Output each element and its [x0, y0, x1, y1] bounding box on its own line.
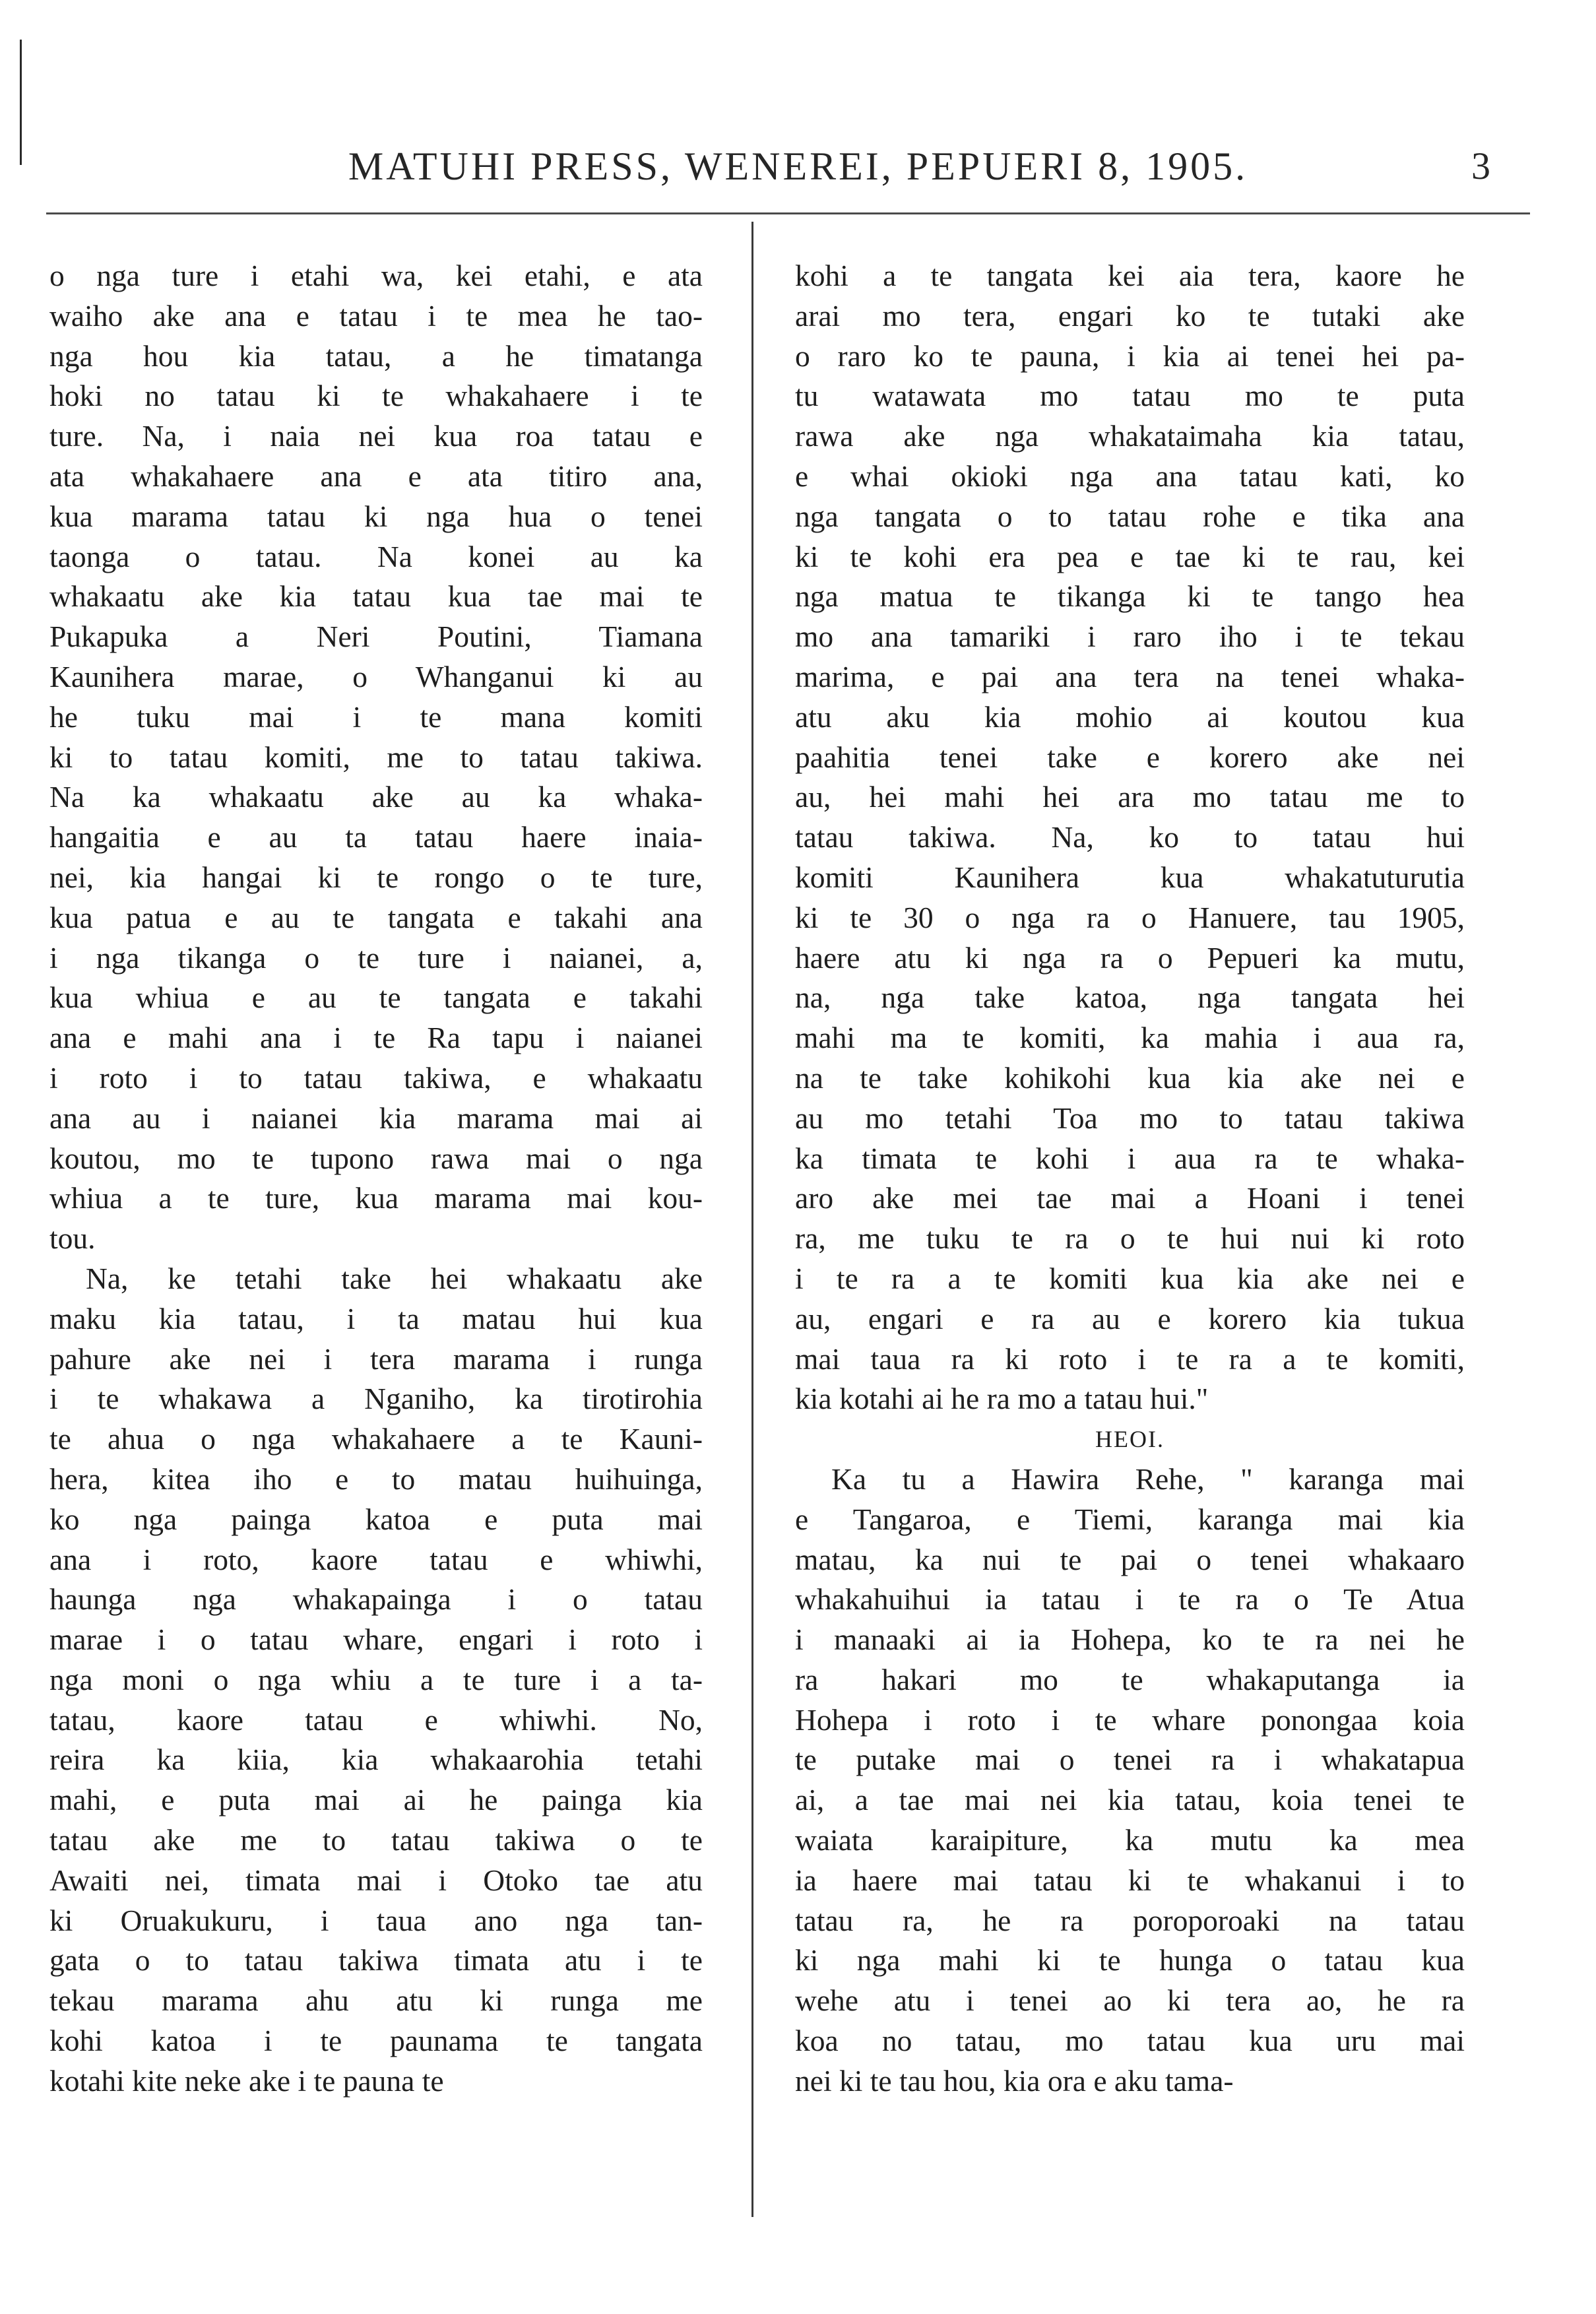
text-line: ki Oruakukuru, i taua ano nga tan-	[49, 1903, 703, 1937]
text-line: e whai okioki nga ana tatau kati, ko	[795, 459, 1465, 493]
text-line: kua patua e au te tangata e takahi ana	[49, 900, 703, 934]
text-line: whakahuihui ia tatau i te ra o Te Atua	[795, 1582, 1465, 1617]
text-line: o nga ture i etahi wa, kei etahi, e ata	[49, 259, 703, 292]
text-line: haunga nga whakapainga i o tatau	[49, 1582, 703, 1617]
column-divider	[751, 222, 753, 2217]
text-line: ki te 30 o nga ra o Hanuere, tau 1905,	[795, 900, 1465, 934]
text-line: tu watawata mo tatau mo te puta	[795, 379, 1465, 413]
text-line: Na ka whakaatu ake au ka whaka-	[49, 780, 703, 814]
text-line: aro ake mei tae mai a Hoani i tenei	[795, 1181, 1465, 1215]
text-line: nga hou kia tatau, a he timatanga	[49, 338, 703, 373]
text-line: na te take kohikohi kua kia ake nei e	[795, 1060, 1465, 1095]
text-line: au, engari e ra au e korero kia tukua	[795, 1301, 1465, 1335]
text-line: tekau marama ahu atu ki runga me	[49, 1983, 703, 2018]
text-line: te ahua o nga whakahaere a te Kauni-	[49, 1422, 703, 1456]
text-line: nga matua te tikanga ki te tango hea	[795, 579, 1465, 614]
text-line: mahi ma te komiti, ka mahia i aua ra,	[795, 1021, 1465, 1055]
text-line: HEOI.	[1095, 1426, 1165, 1453]
text-line: tatau, kaore tatau e whiwhi. No,	[49, 1702, 703, 1737]
text-line: ture. Na, i naia nei kua roa tatau e	[49, 419, 703, 453]
text-line: maku kia tatau, i ta matau hui kua	[49, 1301, 703, 1335]
text-line: e Tangaroa, e Tiemi, karanga mai kia	[795, 1502, 1465, 1536]
text-line: komiti Kaunihera kua whakatuturutia	[795, 860, 1465, 894]
text-line: kotahi kite neke ake i te pauna te	[49, 2063, 444, 2098]
text-line: Pukapuka a Neri Poutini, Tiamana	[49, 620, 703, 654]
text-line: mai taua ra ki roto i te ra a te komiti,	[795, 1341, 1465, 1376]
header-rule	[46, 212, 1530, 214]
text-line: mahi, e puta mai ai he painga kia	[49, 1783, 703, 1817]
text-line: kia kotahi ai he ra mo a tatau hui."	[795, 1382, 1209, 1416]
text-line: hera, kitea iho e to matau huihuinga,	[49, 1462, 703, 1496]
text-line: Ka tu a Hawira Rehe, " karanga mai	[831, 1462, 1465, 1496]
text-line: ra hakari mo te whakaputanga ia	[795, 1662, 1465, 1696]
text-line: waiho ake ana e tatau i te mea he tao-	[49, 298, 703, 333]
text-line: ra, me tuku te ra o te hui nui ki roto	[795, 1221, 1465, 1256]
text-line: nga tangata o to tatau rohe e tika ana	[795, 499, 1465, 533]
text-line: ia haere mai tatau ki te whakanui i to	[795, 1863, 1465, 1897]
text-line: nga moni o nga whiu a te ture i a ta-	[49, 1662, 703, 1696]
text-line: tatau ra, he ra poroporoaki na tatau	[795, 1903, 1465, 1937]
text-line: kohi a te tangata kei aia tera, kaore he	[795, 259, 1465, 292]
text-line: nei ki te tau hou, kia ora e aku tama-	[795, 2063, 1234, 2098]
text-line: ki nga mahi ki te hunga o tatau kua	[795, 1943, 1465, 1977]
text-line: kua marama tatau ki nga hua o tenei	[49, 499, 703, 533]
text-line: nei, kia hangai ki te rongo o te ture,	[49, 860, 703, 894]
text-line: arai mo tera, engari ko te tutaki ake	[795, 298, 1465, 333]
text-line: i te whakawa a Nganiho, ka tirotirohia	[49, 1382, 703, 1416]
text-line: Na, ke tetahi take hei whakaatu ake	[86, 1261, 703, 1295]
text-line: whakaatu ake kia tatau kua tae mai te	[49, 579, 703, 614]
text-line: taonga o tatau. Na konei au ka	[49, 539, 703, 573]
text-line: i roto i to tatau takiwa, e whakaatu	[49, 1060, 703, 1095]
text-line: Awaiti nei, timata mai i Otoko tae atu	[49, 1863, 703, 1897]
text-line: gata o to tatau takiwa timata atu i te	[49, 1943, 703, 1977]
right-column	[795, 256, 1465, 2102]
text-line: kohi katoa i te paunama te tangata	[49, 2024, 703, 2058]
text-line: koa no tatau, mo tatau kua uru mai	[795, 2024, 1465, 2058]
text-line: marae i o tatau whare, engari i roto i	[49, 1623, 703, 1657]
text-line: haere atu ki nga ra o Pepueri ka mutu,	[795, 940, 1465, 975]
text-line: tou.	[49, 1221, 96, 1256]
text-line: tatau ake me to tatau takiwa o te	[49, 1823, 703, 1857]
text-line: ki to tatau komiti, me to tatau takiwa.	[49, 740, 703, 774]
text-line: hoki no tatau ki te whakahaere i te	[49, 379, 703, 413]
text-line: hangaitia e au ta tatau haere inaia-	[49, 820, 703, 854]
text-line: i manaaki ai ia Hohepa, ko te ra nei he	[795, 1623, 1465, 1657]
text-line: ko nga painga katoa e puta mai	[49, 1502, 703, 1536]
text-line: atu aku kia mohio ai koutou kua	[795, 699, 1465, 734]
text-line: au, hei mahi hei ara mo tatau me to	[795, 780, 1465, 814]
text-line: pahure ake nei i tera marama i runga	[49, 1341, 703, 1376]
text-line: au mo tetahi Toa mo to tatau takiwa	[795, 1101, 1465, 1135]
text-line: reira ka kiia, kia whakaarohia tetahi	[49, 1743, 703, 1777]
text-line: i te ra a te komiti kua kia ake nei e	[795, 1261, 1465, 1295]
text-line: matau, ka nui te pai o tenei whakaaro	[795, 1542, 1465, 1576]
newspaper-title: MATUHI PRESS, WENEREI, PEPUERI 8, 1905.	[348, 145, 1248, 188]
text-line: ata whakahaere ana e ata titiro ana,	[49, 459, 703, 493]
text-line: ai, a tae mai nei kia tatau, koia tenei te	[795, 1783, 1465, 1817]
text-line: he tuku mai i te mana komiti	[49, 699, 703, 734]
text-line: o raro ko te pauna, i kia ai tenei hei pa-	[795, 338, 1465, 373]
text-line: waiata karaipiture, ka mutu ka mea	[795, 1823, 1465, 1857]
text-line: ka timata te kohi i aua ra te whaka-	[795, 1141, 1465, 1175]
text-line: wehe atu i tenei ao ki tera ao, he ra	[795, 1983, 1465, 2018]
margin-mark	[20, 40, 22, 165]
text-line: Kaunihera marae, o Whanganui ki au	[49, 659, 703, 693]
page-header	[53, 144, 1543, 210]
text-line: mo ana tamariki i raro iho i te tekau	[795, 620, 1465, 654]
text-line: na, nga take katoa, nga tangata hei	[795, 980, 1465, 1015]
text-line: koutou, mo te tupono rawa mai o nga	[49, 1141, 703, 1175]
text-line: kua whiua e au te tangata e takahi	[49, 980, 703, 1015]
text-line: rawa ake nga whakataimaha kia tatau,	[795, 419, 1465, 453]
text-line: i nga tikanga o te ture i naianei, a,	[49, 940, 703, 975]
text-line: ki te kohi era pea e tae ki te rau, kei	[795, 539, 1465, 573]
text-line: Hohepa i roto i te whare ponongaa koia	[795, 1702, 1465, 1737]
left-column	[49, 256, 703, 2102]
text-line: te putake mai o tenei ra i whakatapua	[795, 1743, 1465, 1777]
text-line: ana e mahi ana i te Ra tapu i naianei	[49, 1021, 703, 1055]
text-line: paahitia tenei take e korero ake nei	[795, 740, 1465, 774]
text-line: ana au i naianei kia marama mai ai	[49, 1101, 703, 1135]
text-line: ana i roto, kaore tatau e whiwhi,	[49, 1542, 703, 1576]
text-line: marima, e pai ana tera na tenei whaka-	[795, 659, 1465, 693]
page-number: 3	[1471, 145, 1490, 187]
text-line: whiua a te ture, kua marama mai kou-	[49, 1181, 703, 1215]
text-line: tatau takiwa. Na, ko to tatau hui	[795, 820, 1465, 854]
